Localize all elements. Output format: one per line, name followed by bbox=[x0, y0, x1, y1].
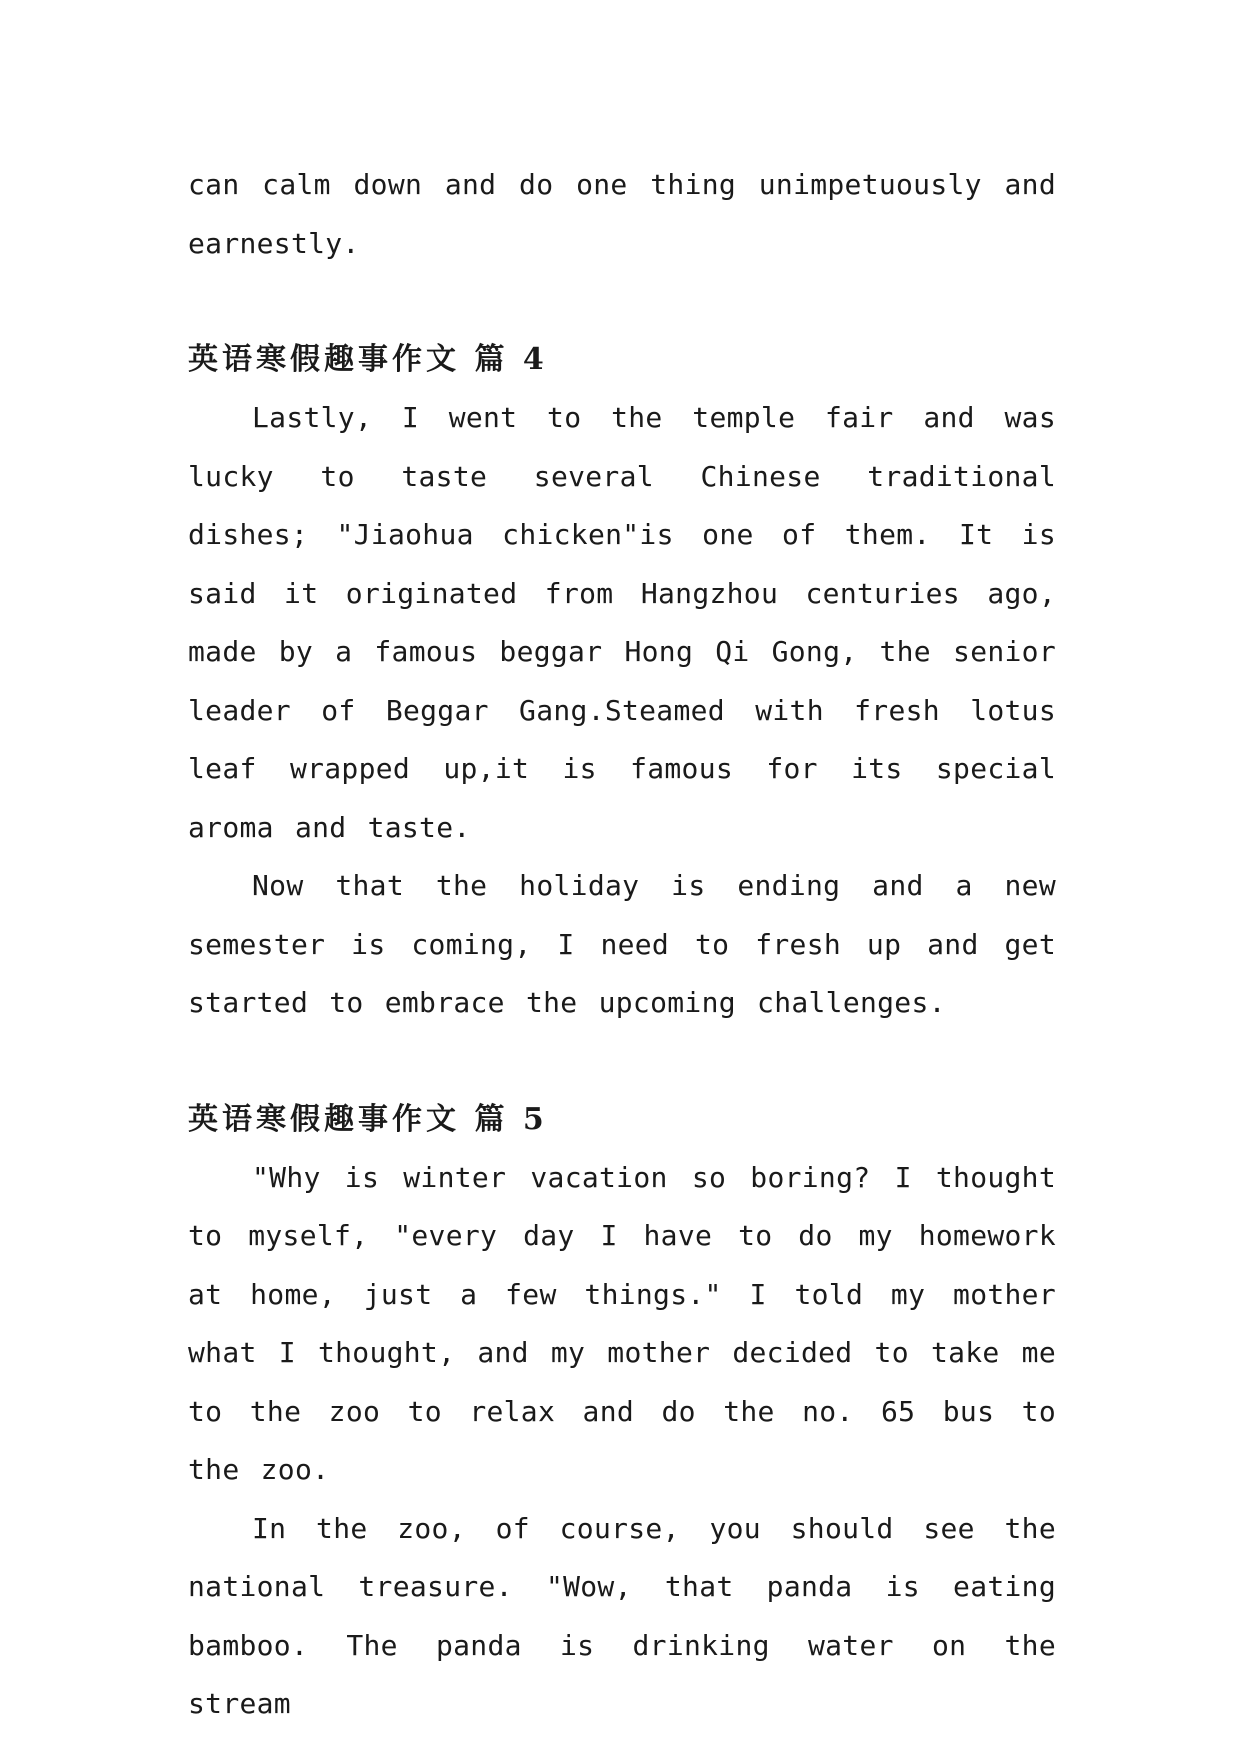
body-paragraph: Lastly, I went to the temple fair and was lucky to taste several Chinese traditional dishes; "Jiaohua chicken"is one of them. It is said it originated from Hangzhou centuries ago, made by a famous beggar Hong Qi Gong, the senior leader of Beggar Gang.Steamed with fresh lotus leaf wrapped up,it is famous for its special aroma and taste. bbox=[188, 401, 1056, 844]
body-paragraph: In the zoo, of course, you should see the national treasure. "Wow, that panda is eating bamboo. The panda is drinking water on the stream bbox=[188, 1511, 1056, 1720]
document-page bbox=[188, 156, 1056, 1734]
body-paragraph: Now that the holiday is ending and a new semester is coming, I need to fresh up and get started to embrace the upcoming challenges. bbox=[188, 869, 1056, 1019]
body-paragraph: can calm down and do one thing unimpetuously and earnestly. bbox=[188, 168, 1056, 260]
body-paragraph: "Why is winter vacation so boring? I thought to myself, "every day I have to do my homework at home, just a few things." I told my mother what I thought, and my mother decided to take me to the zoo to relax and do the no. 65 bus to the zoo. bbox=[188, 1160, 1056, 1486]
section-heading: 英语寒假趣事作文 篇 5 bbox=[188, 1101, 548, 1137]
section-heading: 英语寒假趣事作文 篇 4 bbox=[188, 342, 548, 377]
